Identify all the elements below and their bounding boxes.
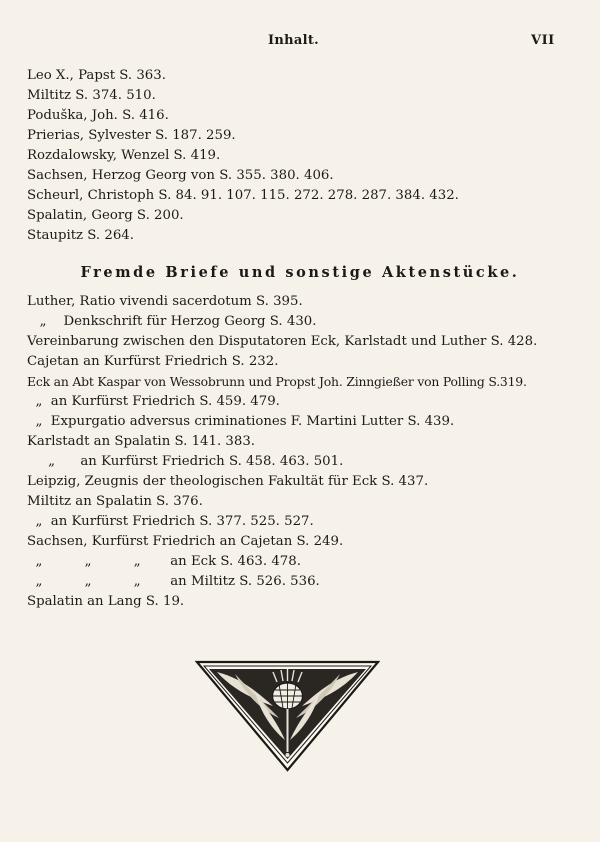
section-entry: Spalatin an Lang S. 19.	[27, 594, 185, 609]
section-entry: Miltitz an Spalatin S. 376.	[27, 494, 203, 509]
section-entry: Vereinbarung zwischen den Disputatoren Eck, Karlstadt und Luther S. 428.	[27, 334, 538, 349]
section-entry: Sachsen, Kurfürst Friedrich an Cajetan S. 249.	[27, 534, 344, 549]
section-entries-list	[27, 292, 537, 612]
page-number: VII	[531, 33, 555, 48]
index-entry: Miltitz S. 374. 510.	[27, 88, 156, 103]
index-entry: Staupitz S. 264.	[27, 228, 134, 243]
index-entry: Scheurl, Christoph S. 84. 91. 107. 115. 272. 278. 287. 384. 432.	[27, 188, 459, 203]
section-entry: „ Denkschrift für Herzog Georg S. 430.	[27, 314, 317, 329]
section-entry: „ an Kurfürst Friedrich S. 377. 525. 527.	[27, 514, 314, 529]
section-entry: „ an Kurfürst Friedrich S. 458. 463. 501.	[27, 454, 344, 469]
index-entry: Prierias, Sylvester S. 187. 259.	[27, 128, 236, 143]
index-entry: Rozdalowsky, Wenzel S. 419.	[27, 148, 221, 163]
section-heading: Fremde Briefe und sonstige Aktenstücke.	[80, 264, 520, 281]
section-entry: „ „ „ an Eck S. 463. 478.	[27, 554, 301, 569]
section-entry: „ Expurgatio adversus criminationes F. Martini Lutter S. 439.	[27, 414, 455, 429]
section-entry: Eck an Abt Kaspar von Wessobrunn und Propst Joh. Zinngießer von Polling S.319.	[27, 374, 527, 389]
page-header	[0, 33, 600, 53]
section-entry: „ an Kurfürst Friedrich S. 459. 479.	[27, 394, 280, 409]
index-entry: Poduška, Joh. S. 416.	[27, 108, 169, 123]
section-entry: „ „ „ an Miltitz S. 526. 536.	[27, 574, 320, 589]
section-entry: Leipzig, Zeugnis der theologischen Fakultät für Eck S. 437.	[27, 474, 429, 489]
section-entry: Cajetan an Kurfürst Friedrich S. 232.	[27, 354, 279, 369]
section-entry: Luther, Ratio vivendi sacerdotum S. 395.	[27, 294, 303, 309]
index-entry: Leo X., Papst S. 363.	[27, 68, 166, 83]
running-head: Inhalt.	[268, 33, 319, 48]
index-entry: Sachsen, Herzog Georg von S. 355. 380. 406.	[27, 168, 334, 183]
thistle-vignette-icon	[195, 660, 380, 772]
letters-index-list	[27, 66, 459, 246]
section-entry: Karlstadt an Spalatin S. 141. 383.	[27, 434, 256, 449]
index-entry: Spalatin, Georg S. 200.	[27, 208, 184, 223]
